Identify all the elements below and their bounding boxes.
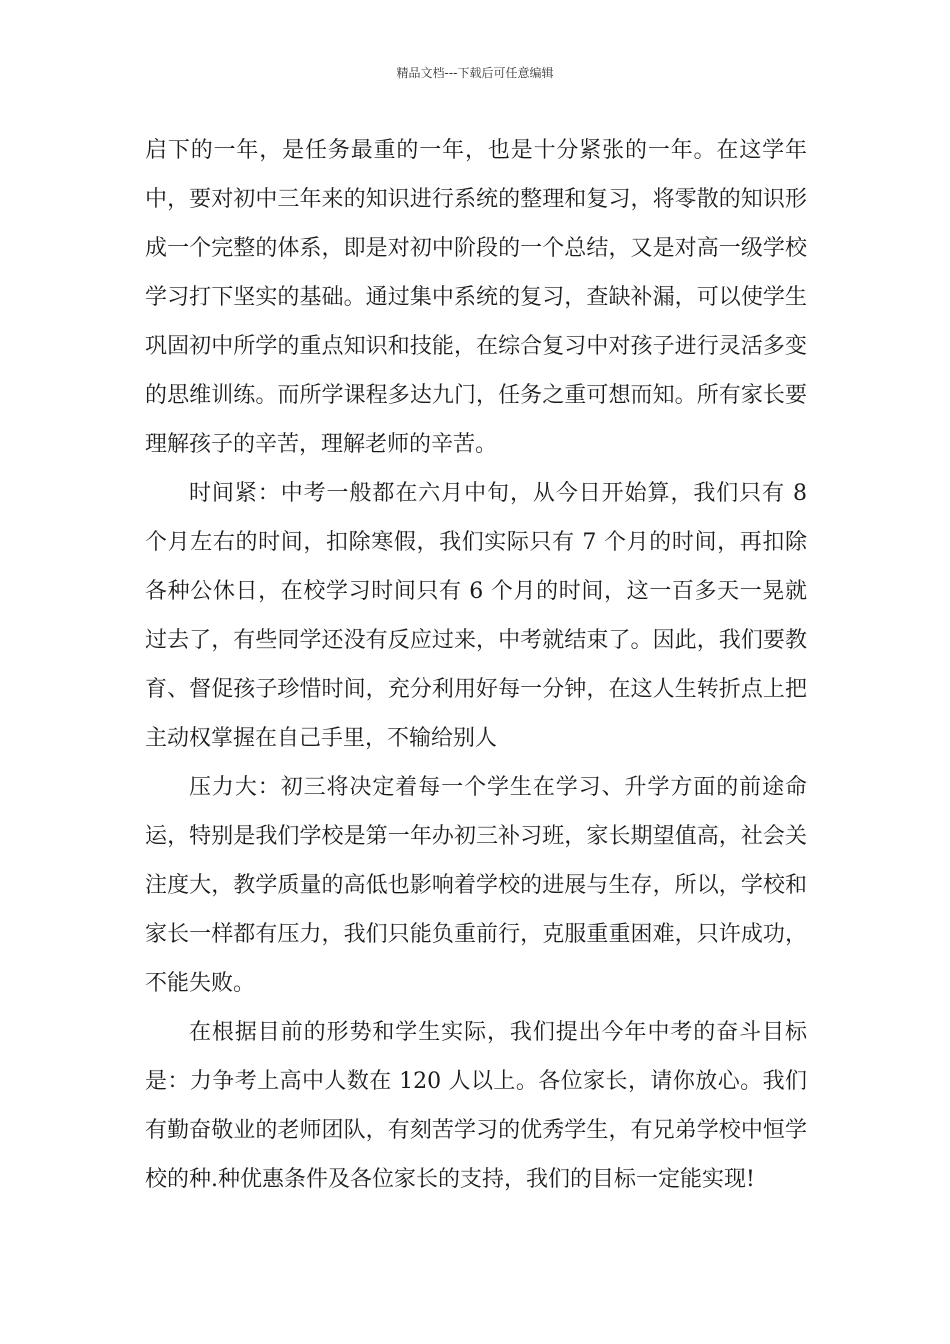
document-body — [145, 126, 807, 1204]
paragraph-1: 启下的一年，是任务最重的一年，也是十分紧张的一年。在这学年中，要对初中三年来的知识进行系统的整理和复习，将零散的知识形成一个完整的体系，即是对初中阶段的一个总结，又是对高一级学校学习打下坚实的基础。通过集中系统的复习，查缺补漏，可以使学生巩固初中所学的重点知识和技能，在综合复习中对孩子进行灵活多变的思维训练。而所学课程多达九门，任务之重可想而知。所有家长要理解孩子的辛苦，理解老师的辛苦。 — [145, 138, 807, 457]
paragraph-3: 压力大：初三将决定着每一个学生在学习、升学方面的前途命运，特别是我们学校是第一年办初三补习班，家长期望值高，社会关注度大，教学质量的高低也影响着学校的进展与生存，所以，学校和家长一样都有压力，我们只能负重前行，克服重重困难，只许成功，不能失败。 — [145, 775, 807, 996]
paragraph-4: 在根据目前的形势和学生实际，我们提出今年中考的奋斗目标是：力争考上高中人数在 120 人以上。各位家长，请你放心。我们有勤奋敬业的老师团队，有刻苦学习的优秀学生，有兄弟学校中恒学校的种.种优惠条件及各位家长的支持，我们的目标一定能实现! — [145, 1020, 807, 1192]
paragraph-2: 时间紧：中考一般都在六月中旬，从今日开始算，我们只有 8 个月左右的时间，扣除寒假，我们实际只有 7 个月的时间，再扣除各种公休日，在校学习时间只有 6 个月的时间，这一百多天一晃就过去了，有些同学还没有反应过来，中考就结束了。因此，我们要教育、督促孩子珍惜时间，充分利用好每一分钟，在这人生转折点上把主动权掌握在自己手里，不输给别人 — [145, 481, 807, 751]
page-header: 精品文档---下载后可任意编辑 — [396, 66, 554, 80]
